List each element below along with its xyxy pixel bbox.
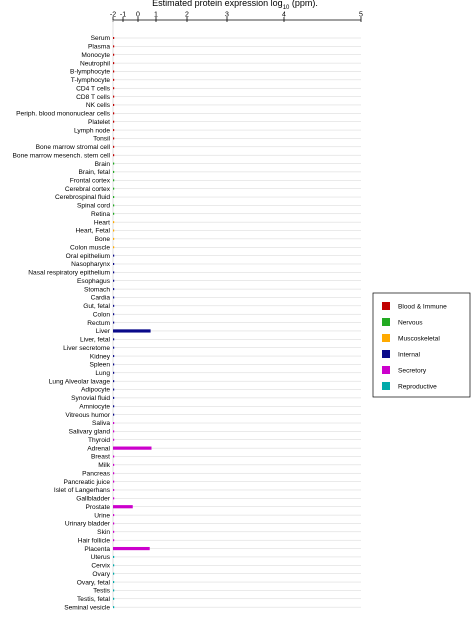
- row-marker: [113, 204, 114, 206]
- category-label: Lymph node: [73, 127, 110, 135]
- row-marker: [113, 112, 114, 114]
- category-label: Monocyte: [81, 51, 110, 59]
- row-marker: [113, 397, 114, 399]
- row-marker: [113, 380, 114, 382]
- category-label: Kidney: [89, 353, 110, 361]
- category-label: Gut, fetal: [83, 303, 110, 311]
- category-label: Heart: [93, 219, 110, 227]
- category-label: Skin: [97, 529, 110, 537]
- row-marker: [113, 171, 114, 173]
- category-label: Uterus: [90, 554, 110, 562]
- row-marker: [113, 54, 114, 56]
- legend-label: Secretory: [398, 367, 427, 375]
- row-marker: [113, 464, 114, 466]
- row-marker: [113, 564, 114, 566]
- category-label: Synovial fluid: [71, 395, 110, 403]
- row-marker: [113, 305, 114, 307]
- bar-adrenal: [113, 447, 152, 450]
- category-label: Testis, fetal: [77, 595, 110, 603]
- row-marker: [113, 280, 114, 282]
- row-marker: [113, 271, 114, 273]
- category-label: Brain: [94, 160, 110, 168]
- category-label: Adrenal: [87, 445, 110, 453]
- row-marker: [113, 481, 114, 483]
- category-label: Colon muscle: [70, 244, 110, 252]
- legend-swatch: [382, 318, 390, 326]
- row-marker: [113, 230, 114, 232]
- category-label: Thyroid: [88, 436, 110, 444]
- legend-swatch: [382, 334, 390, 342]
- category-label: Cerebral cortex: [64, 185, 110, 193]
- row-marker: [113, 414, 114, 416]
- row-marker: [113, 104, 114, 106]
- legend-swatch: [382, 350, 390, 358]
- row-marker: [113, 288, 114, 290]
- category-label: Plasma: [88, 43, 110, 51]
- x-tick-label: -1: [119, 11, 127, 19]
- category-label: Nasal respiratory epithelium: [28, 269, 110, 277]
- category-label: B-lymphocyte: [70, 68, 110, 76]
- legend-swatch: [382, 302, 390, 310]
- category-label: T-lymphocyte: [70, 77, 110, 85]
- row-marker: [113, 539, 114, 541]
- chart-title-tail: (ppm).: [289, 0, 318, 8]
- category-label: Hair follicle: [77, 537, 110, 545]
- category-label: Heart, Fetal: [75, 227, 110, 235]
- row-marker: [113, 196, 114, 198]
- row-marker: [113, 121, 114, 123]
- row-marker: [113, 163, 114, 165]
- legend-label: Blood & Immune: [398, 303, 447, 311]
- legend-label: Muscoskeletal: [398, 335, 440, 343]
- category-label: Lung: [95, 370, 110, 377]
- category-label: Esophagus: [77, 277, 110, 285]
- row-marker: [113, 497, 114, 499]
- category-label: Oral epithelium: [65, 252, 110, 260]
- row-marker: [113, 146, 114, 148]
- category-label: Serum: [90, 35, 110, 43]
- category-label: Cervix: [91, 562, 110, 570]
- category-label: Periph. blood mononuclear cells: [16, 110, 110, 118]
- category-label: Bone marrow stromal cell: [35, 144, 110, 152]
- legend-label: Nervous: [398, 319, 423, 327]
- row-marker: [113, 573, 114, 575]
- category-label: Tonsil: [93, 135, 110, 143]
- category-label: Pancreatic juice: [63, 478, 110, 486]
- category-label: Lung Alveolar lavage: [48, 378, 110, 386]
- category-label: CD8 T cells: [76, 93, 110, 101]
- category-label: Urine: [94, 512, 110, 520]
- category-label: Rectum: [87, 319, 110, 327]
- row-marker: [113, 179, 114, 181]
- row-marker: [113, 372, 114, 374]
- row-marker: [113, 514, 114, 516]
- category-label: Gallbladder: [76, 495, 110, 503]
- row-marker: [113, 347, 114, 349]
- row-marker: [113, 598, 114, 600]
- category-label: Bone marrow mesench. stem cell: [12, 152, 110, 160]
- chart-title: [152, 0, 318, 11]
- row-marker: [113, 430, 114, 432]
- category-label: Colon: [92, 311, 110, 319]
- x-axis: [110, 12, 363, 608]
- legend-swatch: [382, 366, 390, 374]
- legend-swatch: [382, 382, 390, 390]
- category-label: Saliva: [92, 420, 110, 428]
- row-marker: [113, 154, 114, 156]
- category-label: Liver: [95, 328, 110, 336]
- bar-prostate: [113, 505, 133, 508]
- row-marker: [113, 355, 114, 357]
- row-marker: [113, 522, 114, 524]
- row-marker: [113, 45, 114, 47]
- x-tick-label: -2: [109, 11, 117, 19]
- bar-liver: [113, 329, 151, 332]
- row-marker: [113, 96, 114, 98]
- row-marker: [113, 456, 114, 458]
- row-marker: [113, 589, 114, 591]
- x-tick-label: 3: [225, 11, 229, 19]
- x-tick-label: 4: [282, 11, 286, 19]
- row-marker: [113, 389, 114, 391]
- category-labels: [13, 35, 111, 611]
- category-label: Vitreous humor: [65, 411, 110, 419]
- category-label: Pancreas: [82, 470, 110, 478]
- row-marker: [113, 221, 114, 223]
- row-marker: [113, 70, 114, 72]
- category-label: CD4 T cells: [76, 85, 110, 93]
- category-label: Frontal cortex: [69, 177, 110, 185]
- category-label: Urinary bladder: [64, 520, 110, 528]
- category-label: Prostate: [85, 503, 110, 511]
- category-label: Platelet: [88, 118, 110, 126]
- row-marker: [113, 62, 114, 64]
- row-marker: [113, 439, 114, 441]
- row-marker: [113, 338, 114, 340]
- chart-title-main: Estimated protein expression log: [152, 0, 283, 8]
- category-label: Ovary, fetal: [76, 579, 110, 587]
- category-label: Stomach: [83, 286, 110, 294]
- category-label: Seminal vesicle: [64, 604, 110, 612]
- row-marker: [113, 296, 114, 298]
- x-tick-label: 1: [154, 11, 158, 19]
- row-marker: [113, 313, 114, 315]
- category-label: Adipocyte: [81, 386, 110, 394]
- category-label: Spinal cord: [77, 202, 110, 210]
- row-marker: [113, 363, 114, 365]
- row-marker: [113, 422, 114, 424]
- row-marker: [113, 87, 114, 89]
- row-marker: [113, 238, 114, 240]
- category-label: Retina: [90, 210, 110, 218]
- category-label: Salivary gland: [68, 428, 110, 436]
- row-marker: [113, 531, 114, 533]
- category-label: Testis: [93, 587, 110, 595]
- category-label: Neutrophil: [79, 60, 110, 68]
- category-label: Liver, fetal: [79, 336, 110, 344]
- row-marker: [113, 37, 114, 39]
- row-marker: [113, 556, 114, 558]
- category-label: Bone: [94, 236, 110, 244]
- category-label: Brain, fetal: [78, 169, 110, 177]
- row-marker: [113, 255, 114, 257]
- category-label: Cardia: [90, 294, 110, 302]
- category-label: Spleen: [89, 361, 110, 369]
- category-label: Placenta: [84, 545, 110, 553]
- category-label: Amniocyte: [79, 403, 110, 411]
- category-label: Breast: [90, 453, 110, 461]
- category-label: NK cells: [85, 102, 110, 110]
- chart-title-subscript: 10: [282, 5, 290, 11]
- row-marker: [113, 263, 114, 265]
- row-marker: [113, 246, 114, 248]
- legend-label: Reproductive: [398, 383, 437, 391]
- row-marker: [113, 79, 114, 81]
- row-marker: [113, 188, 114, 190]
- legend-label: Internal: [398, 351, 420, 359]
- row-marker: [113, 137, 114, 139]
- x-tick-label: 0: [136, 11, 140, 19]
- row-marker: [113, 581, 114, 583]
- category-label: Islet of Langerhans: [53, 487, 110, 495]
- category-label: Ovary: [92, 570, 110, 578]
- grid-lines: [113, 38, 361, 607]
- row-marker: [113, 472, 114, 474]
- row-marker: [113, 606, 114, 608]
- row-marker: [113, 322, 114, 324]
- row-marker: [113, 405, 114, 407]
- x-tick-label: 2: [185, 11, 189, 19]
- category-label: Milk: [98, 462, 110, 470]
- category-label: Cerebrospinal fluid: [55, 194, 110, 202]
- row-marker: [113, 489, 114, 491]
- row-marker: [113, 213, 114, 215]
- x-tick-label: 5: [359, 11, 363, 19]
- legend: [373, 293, 470, 397]
- row-marker: [113, 129, 114, 131]
- bar-placenta: [113, 547, 150, 550]
- category-label: Liver secretome: [63, 344, 110, 352]
- category-label: Nasopharynx: [71, 261, 110, 269]
